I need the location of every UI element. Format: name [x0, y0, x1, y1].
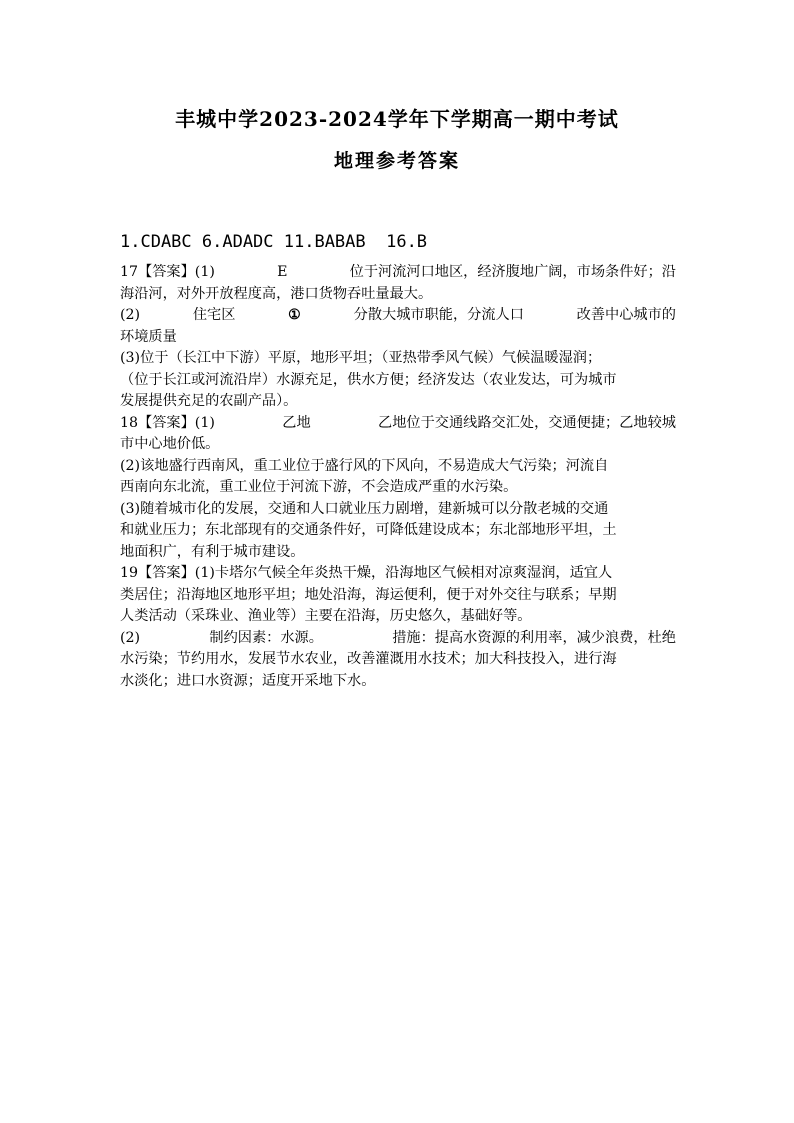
q18-line-2: 市中心地价低。: [120, 436, 220, 452]
q19-constraint: 制约因素：水源。: [209, 629, 323, 646]
q19-line-1: 19【答案】(1)卡塔尔气候全年炎热干燥，沿海地区气候相对凉爽湿润，适宜人: [120, 565, 613, 581]
q19-line-5: 水污染；节约用水，发展节水农业，改善灌溉用水技术；加大科技投入，进行海: [120, 651, 617, 667]
q18-answer: 乙地: [282, 414, 311, 431]
q17-line-2: 海沿河，对外开放程度高，港口货物吞吐量最大。: [120, 285, 433, 302]
q19-line-2: 类居住；沿海地区地形平坦；地处沿海，海运便利，便于对外交往与联系；早期: [120, 586, 617, 603]
q19-measures: 措施：提高水资源的利用率，减少浪费，杜绝: [392, 629, 676, 646]
q17-answer-e: E: [277, 264, 288, 280]
q17-line-7: 发展提供充足的农副产品）。: [120, 393, 298, 409]
q17-line-4: 环境质量: [120, 328, 177, 345]
q18-line-7: 地面积广，有利于城市建设。: [120, 543, 305, 560]
q19-line-4: [120, 628, 676, 650]
q18-line-5: (3)随着城市化的发展，交通和人口就业压力剧增，建新城可以分散老城的交通: [120, 500, 609, 517]
multiple-choice-answers: 1.CDABC 6.ADADC 11.BABAB 16.B: [120, 232, 428, 252]
page-title: 丰城中学2023-2024学年下学期高一期中考试: [175, 107, 619, 131]
q17-part2-residential: 住宅区: [192, 307, 236, 323]
q17-part2-label: (2): [120, 307, 141, 323]
q19-line-6: 水淡化；进口水资源；适度开采地下水。: [120, 672, 376, 689]
q17-part2-circled-one: ①: [288, 307, 301, 323]
q17-line-6: （位于长江或河流沿岸）水源充足，供水方便；经济发达（农业发达，可为城市: [120, 371, 617, 388]
q18-label: 18【答案】(1): [120, 414, 215, 431]
q18-line-6: 和就业压力；东北部现有的交通条件好，可降低建设成本；东北部地形平坦，土: [120, 522, 617, 538]
q17-line-5: (3)位于（长江中下游）平原，地形平坦；（亚热带季风气候）气候温暖湿润；: [120, 350, 602, 366]
q17-line-3: [120, 305, 676, 327]
q17-part2-function: 分散大城市职能，分流人口: [353, 307, 524, 323]
q18-line-4: 西南向东北流，重工业位于河流下游，不会造成严重的水污染。: [120, 479, 518, 495]
q17-label: 17【答案】(1): [120, 264, 215, 280]
q19-part2-label: (2): [120, 629, 141, 646]
page-subtitle: 地理参考答案: [333, 150, 460, 172]
q18-reason: 乙地位于交通线路交汇处，交通便捷；乙地较城: [378, 414, 676, 431]
q18-line-1: [120, 413, 676, 435]
q17-line-1: [120, 262, 676, 284]
q17-reason: 位于河流河口地区，经济腹地广阔，市场条件好；沿: [349, 264, 676, 280]
q19-line-3: 人类活动（采珠业、渔业等）主要在沿海，历史悠久，基础好等。: [120, 608, 532, 624]
answer-body: [120, 262, 676, 692]
q17-part2-improve: 改善中心城市的: [576, 307, 676, 323]
q18-line-3: (2)该地盛行西南风，重工业位于盛行风的下风向，不易造成大气污染；河流自: [120, 457, 609, 474]
